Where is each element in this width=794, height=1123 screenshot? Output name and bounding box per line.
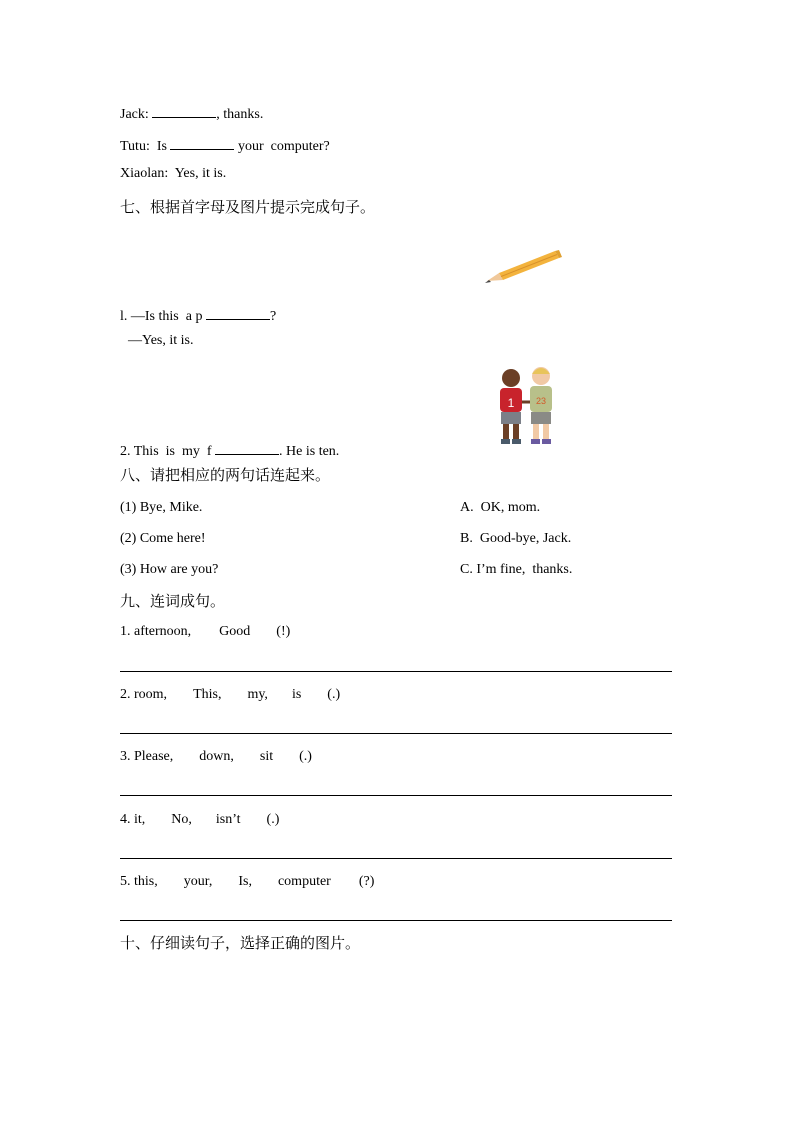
answer-blank[interactable] (206, 306, 270, 320)
word-order-item-4: 4. it, No, isn’t (.) (120, 812, 280, 827)
word-order-item-3: 3. Please, down, sit (.) (120, 749, 312, 764)
question-7-1-line2: —Yes, it is. (128, 333, 194, 348)
answer-line-2[interactable] (120, 733, 672, 734)
answer-line-5[interactable] (120, 920, 672, 921)
answer-blank[interactable] (152, 104, 216, 118)
question-7-2: 2. This is my f . He is ten. (120, 441, 339, 460)
match-right-b[interactable]: B. Good-bye, Jack. (460, 531, 572, 546)
answer-line-4[interactable] (120, 858, 672, 859)
match-left-2[interactable]: (2) Come here! (120, 531, 206, 546)
dialog-line-jack: Jack: , thanks. (120, 104, 263, 123)
word-order-item-5: 5. this, your, Is, computer (?) (120, 874, 375, 889)
dialog-line-tutu: Tutu: Is your computer? (120, 136, 330, 155)
section-7-title: 七、根据首字母及图片提示完成句子。 (120, 198, 376, 216)
boy1-number: 1 (507, 396, 515, 410)
answer-line-3[interactable] (120, 795, 672, 796)
answer-blank[interactable] (215, 441, 279, 455)
answer-blank[interactable] (170, 136, 234, 150)
match-right-a[interactable]: A. OK, mom. (460, 500, 541, 515)
section-10-title: 十、仔细读句子，选择正确的图片。 (120, 934, 361, 952)
dialog-line-xiaolan: Xiaolan: Yes, it is. (120, 166, 227, 181)
speaker: Jack: (120, 107, 149, 122)
pencil-picture (483, 247, 563, 287)
section-8-title: 八、请把相应的两句话连起来。 (120, 466, 331, 484)
word-order-item-1: 1. afternoon, Good (!) (120, 624, 291, 639)
boy2-number: 23 (535, 396, 547, 406)
two-boys-picture (493, 362, 563, 448)
section-9-title: 九、连词成句。 (120, 592, 226, 610)
match-left-3[interactable]: (3) How are you? (120, 562, 219, 577)
match-left-1[interactable]: (1) Bye, Mike. (120, 500, 203, 515)
match-right-c[interactable]: C. I’m fine, thanks. (460, 562, 573, 577)
word-order-item-2: 2. room, This, my, is (.) (120, 687, 341, 702)
question-7-1-line1: l. —Is this a p ? (120, 306, 276, 325)
answer-line-1[interactable] (120, 671, 672, 672)
